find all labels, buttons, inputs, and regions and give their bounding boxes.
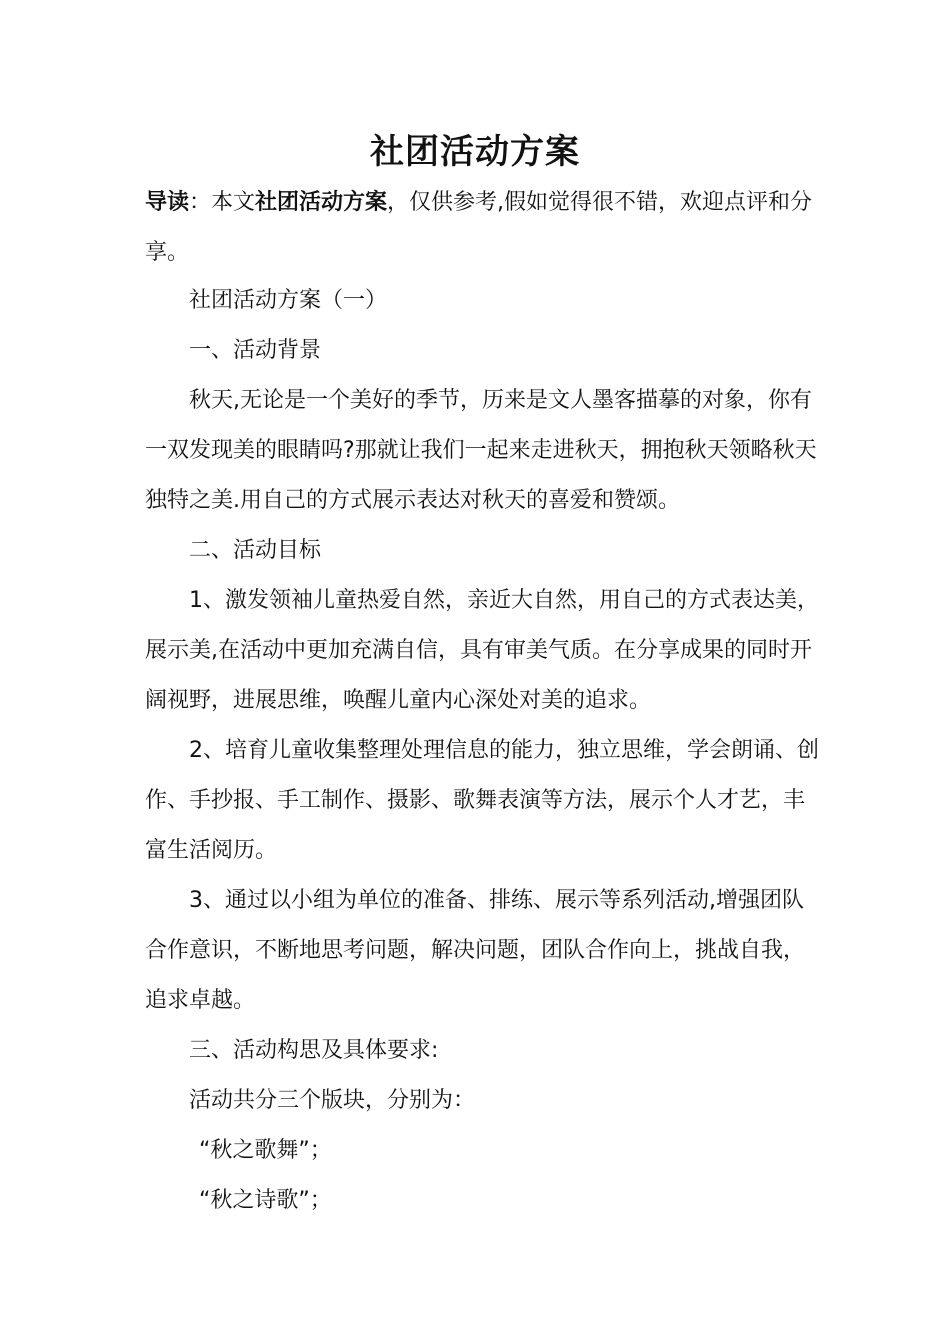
- list-item: “秋之诗歌”；: [199, 1188, 332, 1213]
- intro-doc-name: 社团活动方案: [255, 190, 388, 215]
- section-heading: 二、活动目标: [189, 538, 322, 563]
- document-body: [145, 276, 825, 1226]
- body-paragraph: 秋天,无论是一个美好的季节，历来是文人墨客描摹的对象，你有一双发现美的眼睛吗?那就让我们一起来走进秋天，拥抱秋天领略秋天独特之美.用自己的方式展示表达对秋天的喜爱和赞颂。: [145, 388, 817, 513]
- body-paragraph: 3、通过以小组为单位的准备、排练、展示等系列活动,增强团队合作意识，不断地思考问题，解决问题，团队合作向上，挑战自我，追求卓越。: [145, 888, 806, 1013]
- intro-lead-label: 导读: [145, 190, 190, 215]
- body-paragraph: 活动共分三个版块，分别为：: [189, 1088, 476, 1113]
- body-paragraph: 1、激发领袖儿童热爱自然，亲近大自然，用自己的方式表达美，展示美,在活动中更加充满自信，具有审美气质。在分享成果的同时开阔视野，进展思维，唤醒儿童内心深处对美的追求。: [145, 588, 819, 713]
- intro-rest: ，仅供参考,假如觉得很不错，欢迎点评和分享。: [145, 190, 813, 265]
- section-heading: 三、活动构思及具体要求:: [189, 1038, 439, 1063]
- section-heading: 社团活动方案（一）: [189, 288, 388, 313]
- intro-colon: ：本文: [189, 190, 256, 215]
- section-heading: 一、活动背景: [189, 338, 322, 363]
- document-title: 社团活动方案: [370, 132, 580, 172]
- list-item: “秋之歌舞”；: [199, 1138, 332, 1163]
- body-paragraph: 2、培育儿童收集整理处理信息的能力，独立思维，学会朗诵、创作、手抄报、手工制作、摄影、歌舞表演等方法，展示个人才艺，丰富生活阅历。: [145, 738, 819, 863]
- intro-paragraph: [145, 178, 825, 278]
